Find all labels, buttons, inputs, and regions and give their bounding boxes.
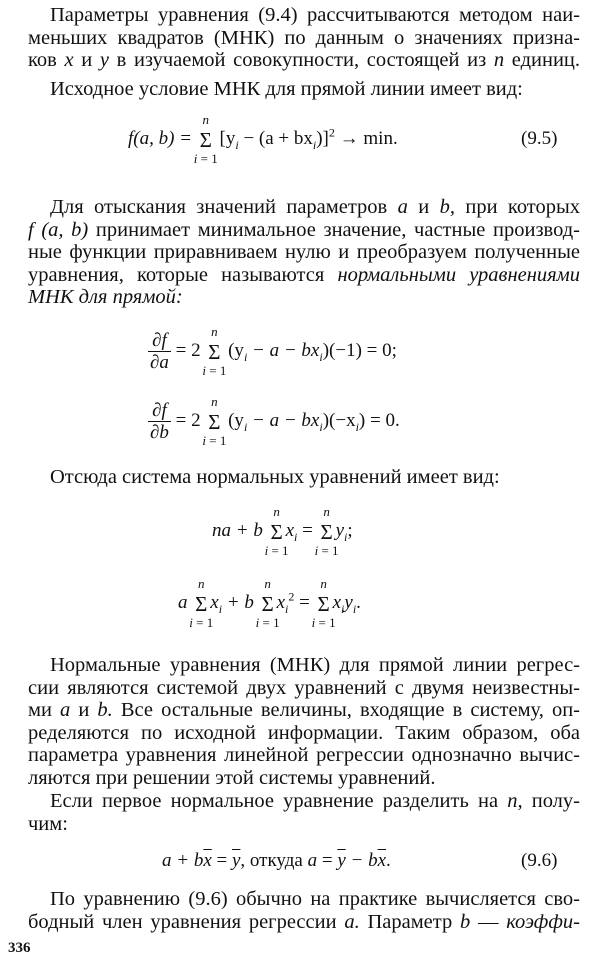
text-line: По уравнению (9.6) обычно на практике вычисляется сво- xyxy=(50,888,580,910)
text-line: ков x и y в изучаемой совокупности, состоящей из n единиц. xyxy=(28,49,581,71)
text-line: уравнения, которые называются нормальными уравнениями xyxy=(28,263,580,286)
paragraph-divide xyxy=(28,790,580,835)
system-equation-2: a n Σ i = 1 $x_i + b$ n Σ i = 1 $x_i^2$ = n Σ i = 1 $x_iy_i$. xyxy=(178,575,361,630)
fraction: $\frac{\partial f}{\partial b}$ xyxy=(150,400,169,443)
sum-symbol: n Σ i = 1 xyxy=(311,575,336,630)
paragraph-system xyxy=(28,466,580,489)
text-line: f (a, b) принимает минимальное значение, частные производ- xyxy=(28,218,580,241)
equation-9-6: $a + b\overline{x} = \overline{y}$, откуда $a = \overline{y} - b\overline{x}$. xyxy=(162,850,391,871)
paragraph-condition xyxy=(28,78,580,101)
equation-partial-b: $\frac{\partial f}{\partial b}$ = 2 n Σ i = 1 $(y_i - a - bx_i)(-x_i) = 0$. xyxy=(150,393,400,448)
page-number: 336 xyxy=(8,940,31,956)
text-line: Параметры уравнения (9.4) рассчитываются методом наи- xyxy=(50,4,580,26)
text-line: Нормальные уравнения (МНК) для прямой линии регрес- xyxy=(50,654,580,676)
sum-symbol: n Σ i = 1 xyxy=(264,503,289,558)
paragraph-discussion xyxy=(28,654,580,789)
system-equation-1: na + b n Σ i = 1 $x_i$ = n Σ i = 1 $y_i$; xyxy=(212,503,353,558)
text-line: меньших квадратов (МНК) по данным о значениях призна- xyxy=(28,26,580,49)
text-line: Если первое нормальное уравнение разделить на n, полу- xyxy=(50,790,580,812)
sum-symbol: n Σ i = 1 xyxy=(314,503,339,558)
paragraph-intro xyxy=(28,4,580,72)
equation-number: (9.6) xyxy=(521,850,558,871)
equation-partial-a: $\frac{\partial f}{\partial a}$ = 2 n Σ i = 1 $(y_i - a - bx_i)(-1) = 0$; xyxy=(150,323,397,378)
equation-9-5: f(a, b) = n Σ i = 1 $[y_i - (a + bx_i)]^2 \to \min$. xyxy=(128,111,398,166)
text-line: Отсюда система нормальных уравнений имеет вид: xyxy=(50,466,500,488)
text-line: параметра уравнения линейной регрессии однозначно вычис- xyxy=(28,744,580,766)
text-line: ные функции приравниваем нулю и преобразуем полученные xyxy=(28,241,580,263)
text-line: Для отыскания значений параметров a и b, при которых xyxy=(50,196,581,218)
text-line: ми a и b. Все остальные величины, входящие в систему, оп- xyxy=(28,699,581,721)
sum-symbol: n Σ i = 1 xyxy=(255,575,280,630)
paragraph-normal-equations xyxy=(28,196,580,309)
text-line: ределяются по исходной информации. Таким образом, оба xyxy=(28,721,580,744)
text-line: ляются при решении этой системы уравнений. xyxy=(28,766,436,789)
paragraph-intercept xyxy=(28,888,580,933)
text-line: МНК для прямой: xyxy=(28,286,183,308)
equation-number: (9.5) xyxy=(521,128,558,149)
text-line: Исходное условие МНК для прямой линии имеет вид: xyxy=(50,78,523,100)
text-line: чим: xyxy=(28,812,68,835)
sum-symbol: n Σ i = 1 xyxy=(202,393,227,448)
text-line: бодный член уравнения регрессии a. Параметр b — коэффи- xyxy=(28,910,580,933)
sum-symbol: n Σ i = 1 xyxy=(202,323,227,378)
fraction: $\frac{\partial f}{\partial a}$ xyxy=(150,330,169,373)
text-line: сии являются системой двух уравнений с двумя неизвестны- xyxy=(28,676,580,699)
sum-symbol: n Σ i = 1 xyxy=(193,111,218,166)
sum-symbol: n Σ i = 1 xyxy=(189,575,214,630)
